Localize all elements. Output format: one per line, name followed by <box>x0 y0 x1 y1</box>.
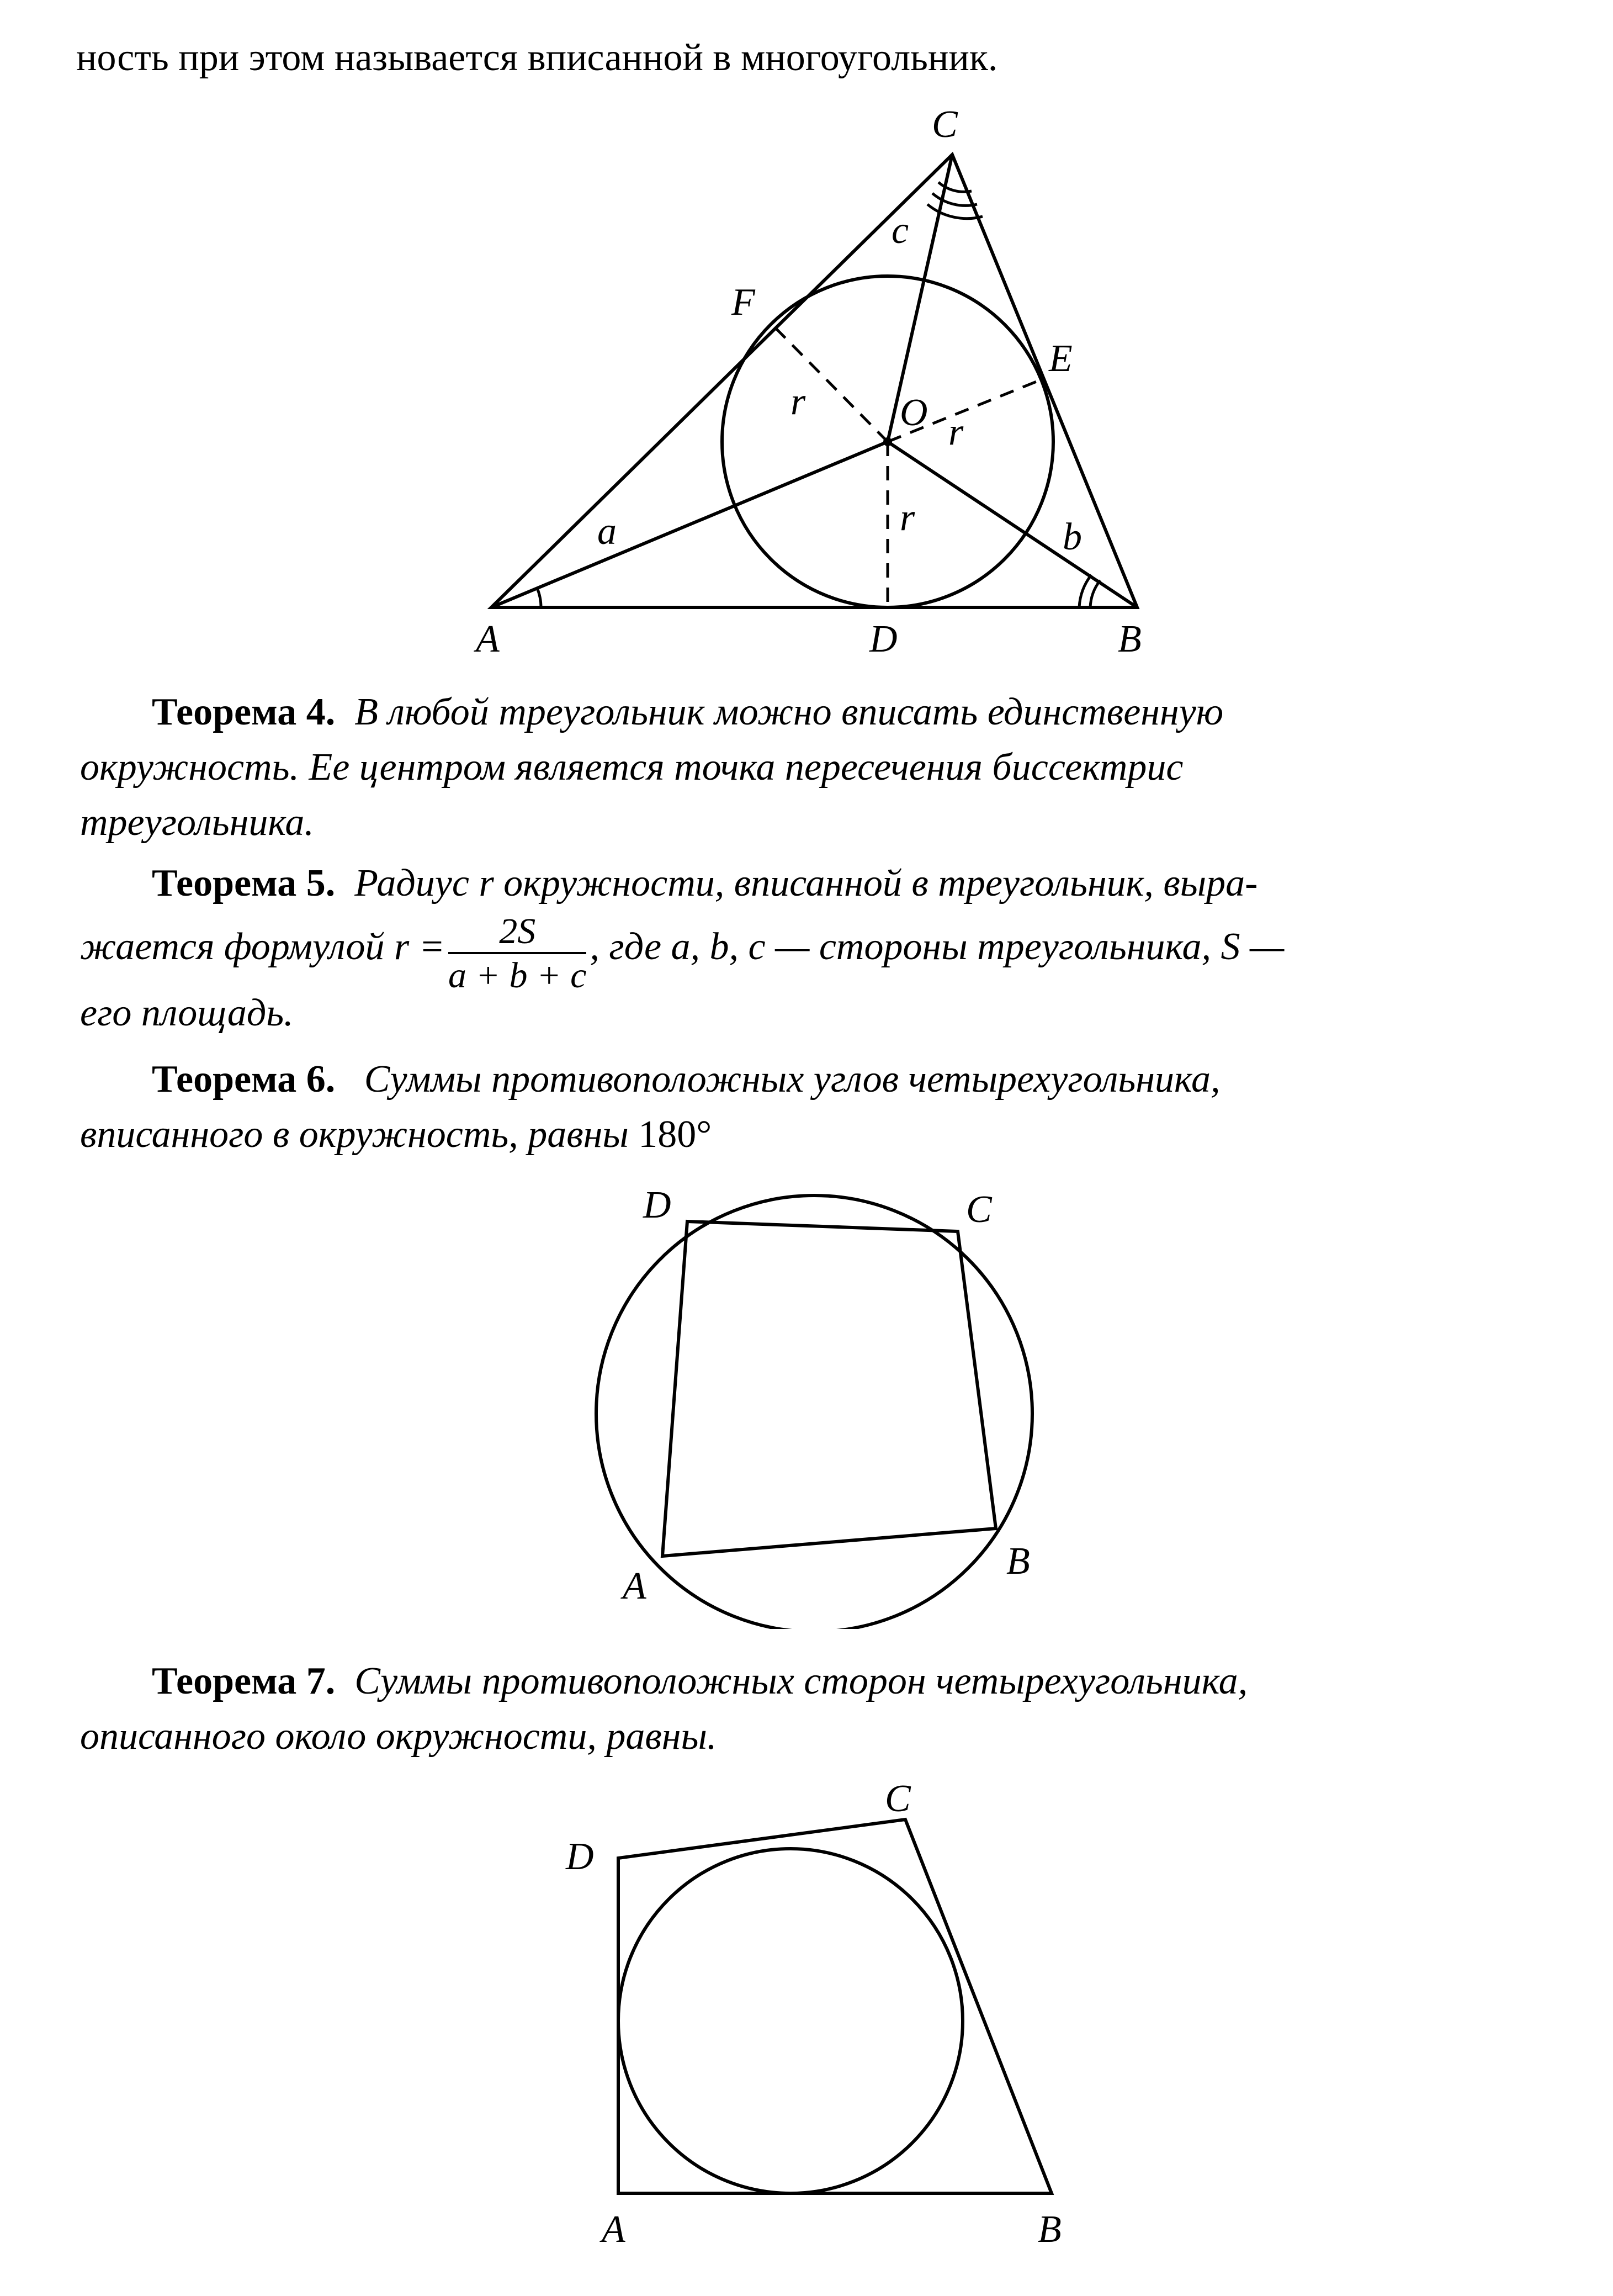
theorem7-text-1: Суммы противоположных сторон четырехугольника, <box>354 1660 1248 1702</box>
label-quad-B: B <box>1006 1540 1030 1583</box>
theorem5-text-1: Радиус r окружности, вписанной в треугольник, выра- <box>354 862 1258 904</box>
label-tq-A: A <box>602 2208 625 2251</box>
theorem4-line3: треугольника. <box>80 801 314 844</box>
theorem6-title: Теорема 6. <box>152 1058 336 1101</box>
label-angle-b: b <box>1063 516 1082 558</box>
formula-numerator: 2S <box>448 913 586 954</box>
label-F: F <box>731 281 755 324</box>
theorem6-text-1: Суммы противоположных углов четырехугольника, <box>364 1058 1221 1101</box>
label-radius-of: r <box>790 380 806 423</box>
incircle-quad <box>618 1849 963 2193</box>
label-quad-C: C <box>966 1188 992 1231</box>
theorem6-value: 180° <box>638 1113 712 1156</box>
theorem5-line3: его площадь. <box>80 992 294 1034</box>
label-quad-D: D <box>643 1184 671 1226</box>
theorem7-line2: описанного около окружности, равны. <box>80 1715 717 1758</box>
label-tq-B: B <box>1038 2208 1062 2251</box>
theorem5-title: Теорема 5. <box>152 862 336 904</box>
theorem4-text-1: В любой треугольник можно вписать единственную <box>354 691 1224 733</box>
label-angle-a: a <box>597 510 617 553</box>
label-D: D <box>869 618 898 660</box>
label-tq-C: C <box>885 1777 911 1820</box>
theorem7-title: Теорема 7. <box>152 1660 336 1702</box>
theorem5-text-2b: , где a, b, c — стороны треугольника, S — <box>590 925 1285 969</box>
label-C: C <box>932 103 958 146</box>
theorem4-line2: окружность. Ее центром является точка пересечения биссектрис <box>80 746 1184 789</box>
theorem4-title: Теорема 4. <box>152 691 336 733</box>
formula-denominator: a + b + c <box>448 955 587 996</box>
label-B: B <box>1118 618 1142 660</box>
intro-text: ность при этом называется вписанной в многоугольник. <box>76 36 998 79</box>
label-O: O <box>900 392 928 434</box>
theorem5-text-2a: жается формулой r = <box>80 925 445 969</box>
label-radius-oe: r <box>948 411 964 453</box>
label-A: A <box>476 618 500 660</box>
label-quad-A: A <box>623 1565 646 1607</box>
quadrilateral-abcd-outer <box>618 1819 1052 2193</box>
theorem6-text-2: вписанного в окружность, равны <box>80 1113 629 1156</box>
label-tq-D: D <box>566 1835 594 1878</box>
label-E: E <box>1049 337 1073 380</box>
label-angle-c: c <box>892 209 909 252</box>
label-radius-od: r <box>900 496 915 539</box>
